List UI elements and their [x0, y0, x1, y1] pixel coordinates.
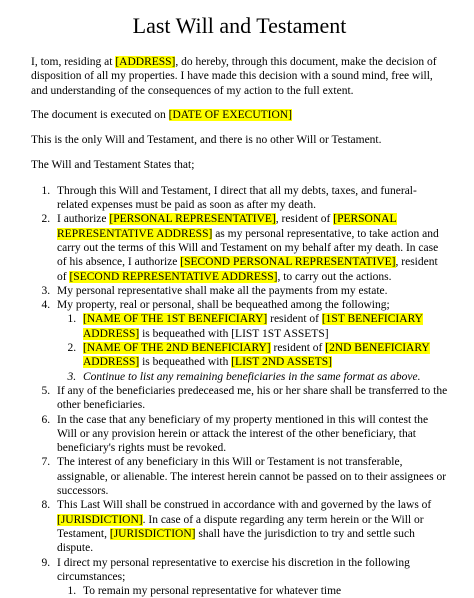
- intro-text-rest: , do hereby, through this document, make the decision of disposition of all my properties. I have made this decision with a sound mind, free will, and understanding of the consequences of my action to the full extent.: [31, 56, 437, 97]
- clause-8-text-c: shall have the jurisdiction to try and settle such dispute.: [57, 528, 415, 554]
- representative-placeholder: [PERSONAL REPRESENTATIVE]: [109, 213, 275, 225]
- clause-5: 5. If any of the beneficiaries predeceased me, his or her share shall be transferred to the other beneficiaries.: [53, 384, 448, 413]
- beneficiary-1-name-placeholder: [NAME OF THE 1ST BENEFICIARY]: [83, 313, 267, 325]
- intro-text: I, tom, residing at: [31, 56, 115, 68]
- beneficiary-2-text-a: resident of: [271, 342, 326, 354]
- discretion-item-1: 1. To remain my personal representative for whatever time: [79, 584, 448, 598]
- states-paragraph: The Will and Testament States that;: [31, 158, 448, 172]
- address-placeholder: [ADDRESS]: [115, 56, 175, 68]
- clause-2-text-d: , resident of: [57, 256, 438, 282]
- beneficiary-1-address-placeholder: [1ST BENEFICIARY ADDRESS]: [83, 313, 423, 339]
- clause-8: [53, 498, 448, 555]
- clause-4-text: My property, real or personal, shall be bequeathed among the following;: [57, 299, 390, 311]
- only-will-paragraph: This is the only Will and Testament, and there is no other Will or Testament.: [31, 133, 448, 147]
- clause-2-text-e: , to carry out the actions.: [277, 271, 391, 283]
- date-placeholder: [DATE OF EXECUTION]: [169, 109, 292, 121]
- clause-7: 7. The interest of any beneficiary in this Will or Testament is not transferable, assignable, or alienable. The interest herein cannot be passed on to their assignees or successors.: [53, 455, 448, 498]
- second-representative-placeholder: [SECOND PERSONAL REPRESENTATIVE]: [180, 256, 395, 268]
- beneficiary-2: [79, 341, 448, 370]
- clause-8-text-b: . In case of a dispute regarding any term herein or the Will or Testament,: [57, 514, 424, 540]
- execution-paragraph: [31, 108, 448, 122]
- beneficiary-1-text-a: resident of: [267, 313, 322, 325]
- clause-2-text-a: I authorize: [57, 213, 109, 225]
- clause-2: [53, 212, 448, 283]
- beneficiary-1-text-b: is bequeathed with [LIST 1ST ASSETS]: [139, 328, 328, 340]
- clause-9-text: I direct my personal representative to exercise his discretion in the following circumstances;: [57, 557, 410, 583]
- beneficiary-2-address-placeholder: [2ND BENEFICIARY ADDRESS]: [83, 342, 430, 368]
- clause-6: 6. In the case that any beneficiary of my property mentioned in this will contest the Will or any provision herein or attack the interest of the other beneficiary, that beneficiary's rights must be revoked.: [53, 413, 448, 456]
- clause-1: 1. Through this Will and Testament, I direct that all my debts, taxes, and funeral-related expenses must be paid as soon as after my death.: [53, 184, 448, 213]
- clause-2-text-b: , resident of: [276, 213, 333, 225]
- beneficiary-continue-note: 3. Continue to list any remaining beneficiaries in the same format as above.: [79, 370, 448, 384]
- discretion-list: [57, 584, 448, 598]
- clause-4: [53, 298, 448, 384]
- clause-8-text-a: This Last Will shall be construed in accordance with and governed by the laws of: [57, 499, 431, 511]
- jurisdiction-placeholder-2: [JURISDICTION]: [110, 528, 196, 540]
- document-title: Last Will and Testament: [31, 0, 448, 39]
- beneficiary-2-name-placeholder: [NAME OF THE 2ND BENEFICIARY]: [83, 342, 271, 354]
- beneficiary-2-assets-placeholder: [LIST 2ND ASSETS]: [231, 356, 332, 368]
- clauses-list: [31, 184, 448, 598]
- execution-text: The document is executed on: [31, 109, 169, 121]
- beneficiaries-list: [57, 312, 448, 383]
- clause-9: [53, 556, 448, 598]
- intro-paragraph: [31, 55, 448, 98]
- clause-2-text-c: as my personal representative, to take action and carry out the terms of this Will and Testament on my behalf after my death. In case of his absence, I authorize: [57, 228, 439, 269]
- representative-address-placeholder: [PERSONAL REPRESENTATIVE ADDRESS]: [57, 213, 397, 239]
- beneficiary-2-text-b: is bequeathed with: [139, 356, 231, 368]
- clause-3: 3. My personal representative shall make all the payments from my estate.: [53, 284, 448, 298]
- second-representative-address-placeholder: [SECOND REPRESENTATIVE ADDRESS]: [69, 271, 277, 283]
- beneficiary-1: [79, 312, 448, 341]
- jurisdiction-placeholder-1: [JURISDICTION]: [57, 514, 143, 526]
